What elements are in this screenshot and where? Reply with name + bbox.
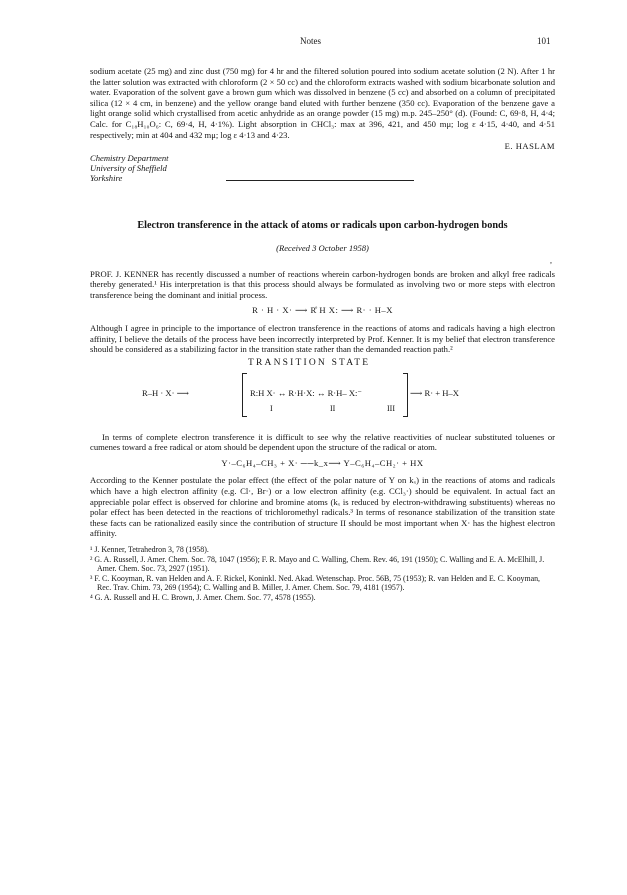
transition-state-scheme xyxy=(90,358,555,428)
author-signature: E. HASLAM xyxy=(504,141,555,152)
affiliation-line: Yorkshire xyxy=(90,173,123,184)
affiliation xyxy=(90,153,555,184)
body-paragraph: According to the Kenner postulate the polar effect (the effect of the polar nature of Y on kₓ) in the reactions of atoms and radicals which have a high electron affinity (e.g. Cl·, Br·) or a low electron affinity (e.g. CCl₃·) should be equivalent. In actual fact an appreciable polar effect is observed for chlorine and bromine atoms (kₓ is reduced by electron-withdrawing substituents) whereas no polar effect has been detected in the reactions of trichloromethyl radicals.³ In terms of resonance stabilization of the transition state these facts can be rationalized easily since the contribution of structure II should be most important when X· has the highest electron affinity. xyxy=(90,475,555,539)
article-title: Electron transference in the attack of atoms or radicals upon carbon-hydrogen bonds xyxy=(137,220,508,232)
structure-label: II xyxy=(330,403,336,413)
body-paragraph: PROF. J. KENNER has recently discussed a number of reactions wherein carbon-hydrogen bonds are broken and alkyl free radicals thereby generated.¹ His interpretation is that this process should always be formulated as involving two or more steps with electron transference being the dominant and initial process. xyxy=(90,268,555,300)
section-divider xyxy=(226,180,414,181)
reference-item: ¹ J. Kenner, Tetrahedron 3, 78 (1958). xyxy=(90,545,209,555)
structure-label: I xyxy=(270,403,273,413)
running-title: Notes xyxy=(300,36,321,46)
equation: Y·–C₆H₄–CH₃ + X· ──k_x⟶ Y–C₆H₄–CH₂· + HX xyxy=(221,457,424,468)
scheme-products: ⟶ R· + H–X xyxy=(410,387,459,398)
scheme-title: TRANSITION STATE xyxy=(248,357,371,368)
reference-item: ⁴ G. A. Russell and H. C. Brown, J. Amer. Chem. Soc. 77, 4578 (1955). xyxy=(90,592,316,602)
received-date: (Received 3 October 1958) xyxy=(276,242,369,253)
reference-item: ³ F. C. Kooyman, R. van Helden and A. F. Rickel, Koninkl. Ned. Akad. Wetenschap. Proc. 56B, 75 (1953); R. van Helden and E. C. Kooyman, Rec. Trav. Chim. 73, 269 (1954); C. Walling and B. Miller, J. Amer. Chem. Soc. 79, 4181 (1957). xyxy=(90,573,541,593)
references xyxy=(90,545,555,602)
previous-note-paragraph: sodium acetate (25 mg) and zinc dust (750 mg) for 4 hr and the filtered solution poured into sodium acetate solution (2 N). After 1 hr the latter solution was extracted with chloroform (2 × 50 cc) and the chloroform extracts washed with sodium bicarbonate solution and water. Evaporation of the solvent gave a brown gum which was dissolved in benzene (5 cc) and absorbed on a column of precipitated silica (12 × 4 cm, in benzene) and the yellow orange band eluted with further benzene (350 cc). Evaporation of the benzene gave a light orange solid which crystallised from acetic anhydride as an orange powder (15 mg) m.p. 245–250° (d). (Found: C, 69·8, H, 4·4; Calc. for C₁₈H₁₀O₆: C, 69·4, H, 4·1%). Light absorption in CHCl₃: max at 396, 421, and 450 mμ; log ε 4·15, 4·40, and 4·51 respectively; min at 404 and 432 mμ; log ε 4·13 and 4·23. xyxy=(90,66,555,140)
page-number: 101 xyxy=(537,36,551,46)
body-paragraph: In terms of complete electron transference it is difficult to see why the relative reactivities of nuclear substituted toluenes or cumenes toward a free radical or atom should be dependent upon the structure of the radical or atom. xyxy=(90,431,555,453)
affiliation-line: Chemistry Department xyxy=(90,152,169,163)
structure-label: III xyxy=(387,403,395,413)
affiliation-line: University of Sheffield xyxy=(90,162,167,173)
reference-item: ² G. A. Russell, J. Amer. Chem. Soc. 78, 1047 (1956); F. R. Mayo and C. Walling, Chem. Rev. 46, 191 (1950); C. Walling and E. A. McElhill, J. Amer. Chem. Soc. 73, 2927 (1951). xyxy=(90,554,545,574)
scheme-reactants: R–H · X· ⟶ xyxy=(142,387,189,398)
stray-mark: , xyxy=(550,256,552,265)
scheme-resonance-structures: R:H X· ↔ R·H·X: ↔ R·H– X:⁻ xyxy=(250,387,362,398)
page-header xyxy=(0,36,627,52)
body-paragraph: Although I agree in principle to the importance of electron transference in the reactions of atoms and radicals having a high electron affinity, I believe the details of the process have been incorrectly interpreted by Prof. Kenner. It is my belief that electron transference should be considered as a stabilizing factor in the transition state rather than the demanded reaction path.² xyxy=(90,322,555,355)
equation: R · H · X· ⟶ R̊ H X: ⟶ R· · H–X xyxy=(252,305,393,316)
page-body xyxy=(90,66,555,602)
